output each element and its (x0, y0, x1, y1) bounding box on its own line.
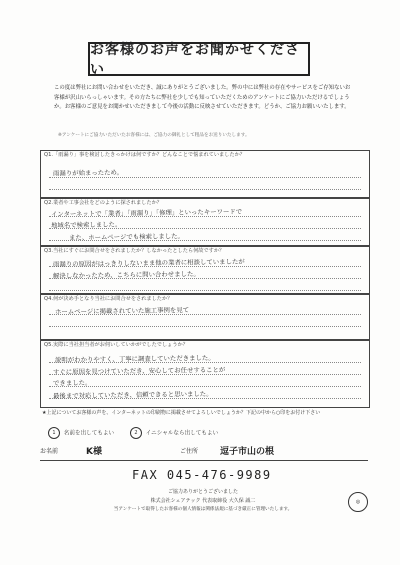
answer-text: また、ホームページでも検索しました。 (68, 232, 184, 242)
name-value: K様 (86, 447, 102, 457)
name-label: お名前 (40, 448, 59, 455)
question-2-box (40, 198, 370, 246)
name-address-row (40, 442, 368, 461)
answer-text: 説明がわかりやすく、丁寧に調査していただきました。 (54, 353, 215, 365)
answer-line (49, 189, 361, 190)
answer-text: インターネットで「業者」「雨漏り」「修理」といったキーワードで (50, 207, 243, 219)
question-1-box (40, 150, 370, 198)
question-4-label: Q4.何が決め手となり当社にお問合せをされましたか？ (44, 296, 173, 302)
address-label: ご住所 (180, 448, 199, 455)
question-5-label: Q5.実際に当社担当者がお伺いしていかがでしたでしょうか？ (44, 342, 188, 348)
stamp-icon: ◎ (348, 492, 368, 512)
answer-line (49, 386, 361, 387)
consent-option-1[interactable] (48, 427, 114, 439)
address-value: 逗子市山の根 (220, 447, 275, 457)
answer-text: 最後まで対応していただき、信頼できると思いました。 (52, 389, 213, 401)
option-mark: 2 (130, 427, 142, 439)
answer-text: 地域名で検索しました。 (50, 220, 122, 230)
option-label: イニシャルなら出してもよい (145, 430, 219, 437)
answer-text: ホームページに掲載されていた施工事例を見て (54, 306, 190, 316)
footer-thanks: ご協力ありがとうございました (167, 489, 238, 495)
footer-company: 株式会社シェアテック 代表取締役 大久保 誠二 (150, 498, 256, 504)
intro-note: ※アンケートにご協力いただいたお客様には、ご協力の御礼として粗品をお送りいたします。 (58, 133, 250, 138)
answer-text: すぐに原因を見つけていただき、安心してお任せすることが (52, 365, 226, 377)
answer-text: できました。 (52, 378, 92, 388)
answer-line (49, 290, 361, 291)
question-3-label: Q3.当社にすぐにお問合せをされましたか？しなかったとしたら何故ですか？ (44, 248, 225, 254)
answer-text: 雨漏りの原因がはっきりしないまま他の業者に相談していましたが (52, 257, 245, 269)
answer-line (49, 177, 361, 178)
answer-text: 解決しなかったため、こちらに問い合わせました。 (52, 269, 200, 281)
fax-number: FAX 045-476-9989 (132, 468, 272, 482)
question-4-box (40, 294, 370, 340)
consent-question: ★上記についてお客様の声を、インターネットの印刷物に掲載させてよろしいでしょうか？下記の中から○印をお付け下さい (42, 410, 321, 416)
intro-text: この度は弊社にお問い合わせをいただき、誠にありがとうございました。弊の中には弊社の存在やサービスをご存知ないお客様が沢山いらっしゃいます。その方たちに弊社を少しでも知っていただくためのアンケートにご協力いただけるでしょうか。お客様のご意見をお聞かせいただきまして今後の活動に反映させていただきます。どうか、ご協力お願いいたします。 (54, 85, 351, 110)
answer-line (49, 326, 361, 327)
question-1-label: Q1.「雨漏り」事を検討したきっかけは何ですか？どんなことで悩まれていましたか？ (44, 152, 245, 158)
question-3-box (40, 246, 370, 294)
answer-text: 雨漏りが始まったため。 (52, 168, 124, 178)
consent-option-2[interactable] (130, 427, 218, 439)
footer-privacy: 当アンケートで取得したお客様の個人情報は関係法規に基づき厳正に管理いたします。 (113, 507, 293, 512)
option-mark: 1 (48, 427, 60, 439)
question-2-label: Q2.業者や工事会社をどのように探されましたか？ (44, 200, 162, 206)
option-label: 名前を出してもよい (63, 430, 115, 437)
page-title: お客様のお声をお聞かせください (88, 42, 310, 76)
question-5-box (40, 340, 370, 408)
